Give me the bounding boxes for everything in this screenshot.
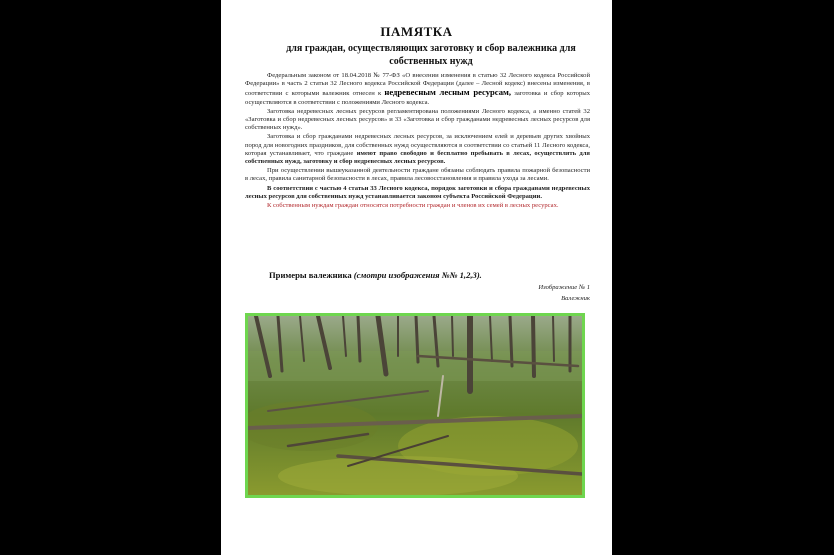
document-page [221,0,612,555]
paragraph-1-text-a: Федеральным законом от 18.04.2018 № 77-ФЗ «О внесении изменения в статью 32 Лесного кодекса Российской Федерации» в часть 2 статьи 32 Лесного кодекса Российской Федерации (далее – Лесной кодекс) внесены изменения, в соответствии с которыми валежник отнесен к [245,72,590,98]
image-title: Валежник [561,295,590,302]
paragraph-3 [245,133,590,166]
paragraph-6: К собственным нуждам граждан относятся потребности граждан и членов их семей в лесных ресурсах. [267,202,559,210]
document-subtitle: для граждан, осуществляющих заготовку и сбор валежника для собственных нужд [286,43,576,67]
paragraph-4: При осуществлении вышеуказанной деятельности граждане обязаны соблюдать правила пожарной безопасности в лесах, правила санитарной безопасности в лесах, правила лесовосстановления и правила ухода за лесами. [245,167,590,183]
paragraph-1-bold: недревесным лесным ресурсам, [384,87,512,98]
examples-heading [269,270,482,280]
paragraph-2: Заготовка недревесных лесных ресурсов регламентирована положениями Лесного кодекса, а именно статей 32 «Заготовка и сбор недревесных лесных ресурсов» и 33 «Заготовка и сбор гражданами недревесных лесных ресурсов для собственных нужд». [245,107,590,132]
deadwood-photo [245,313,585,498]
examples-ref: (смотри изображения №№ 1,2,3). [353,270,482,280]
paragraph-1-text-b: заготовка и сбор которых осуществляются в соответствии с положениями Лесного кодекса. [245,90,590,106]
image-caption [538,282,590,304]
document-body [245,72,590,211]
document-title: ПАМЯТКА [380,24,453,39]
paragraph-3-bold: имеют право свободно и бесплатно пребывать в лесах, осуществлять для собственных нужд, заготовку и сбор недревесных лесных ресурсов. [245,149,590,166]
paragraph-3-text: Заготовка и сбор гражданами недревесных лесных ресурсов, за исключением елей и деревьев других хвойных пород для новогодних праздников, для собственных нужд осуществляются в соответствии со статьей 11 Лесного кодекса, которая устанавливает, что граждане [245,133,590,157]
paragraph-5: В соответствии с частью 4 статьи 33 Лесного кодекса, порядок заготовки и сбора гражданами недревесных лесных ресурсов для собственных нужд устанавливается законом субъекта Российской Федерации. [245,184,590,200]
paragraph-1 [245,72,590,107]
forest-photo-image [248,316,582,495]
examples-label: Примеры валежника [269,270,354,280]
image-number: Изображение № 1 [538,284,590,291]
